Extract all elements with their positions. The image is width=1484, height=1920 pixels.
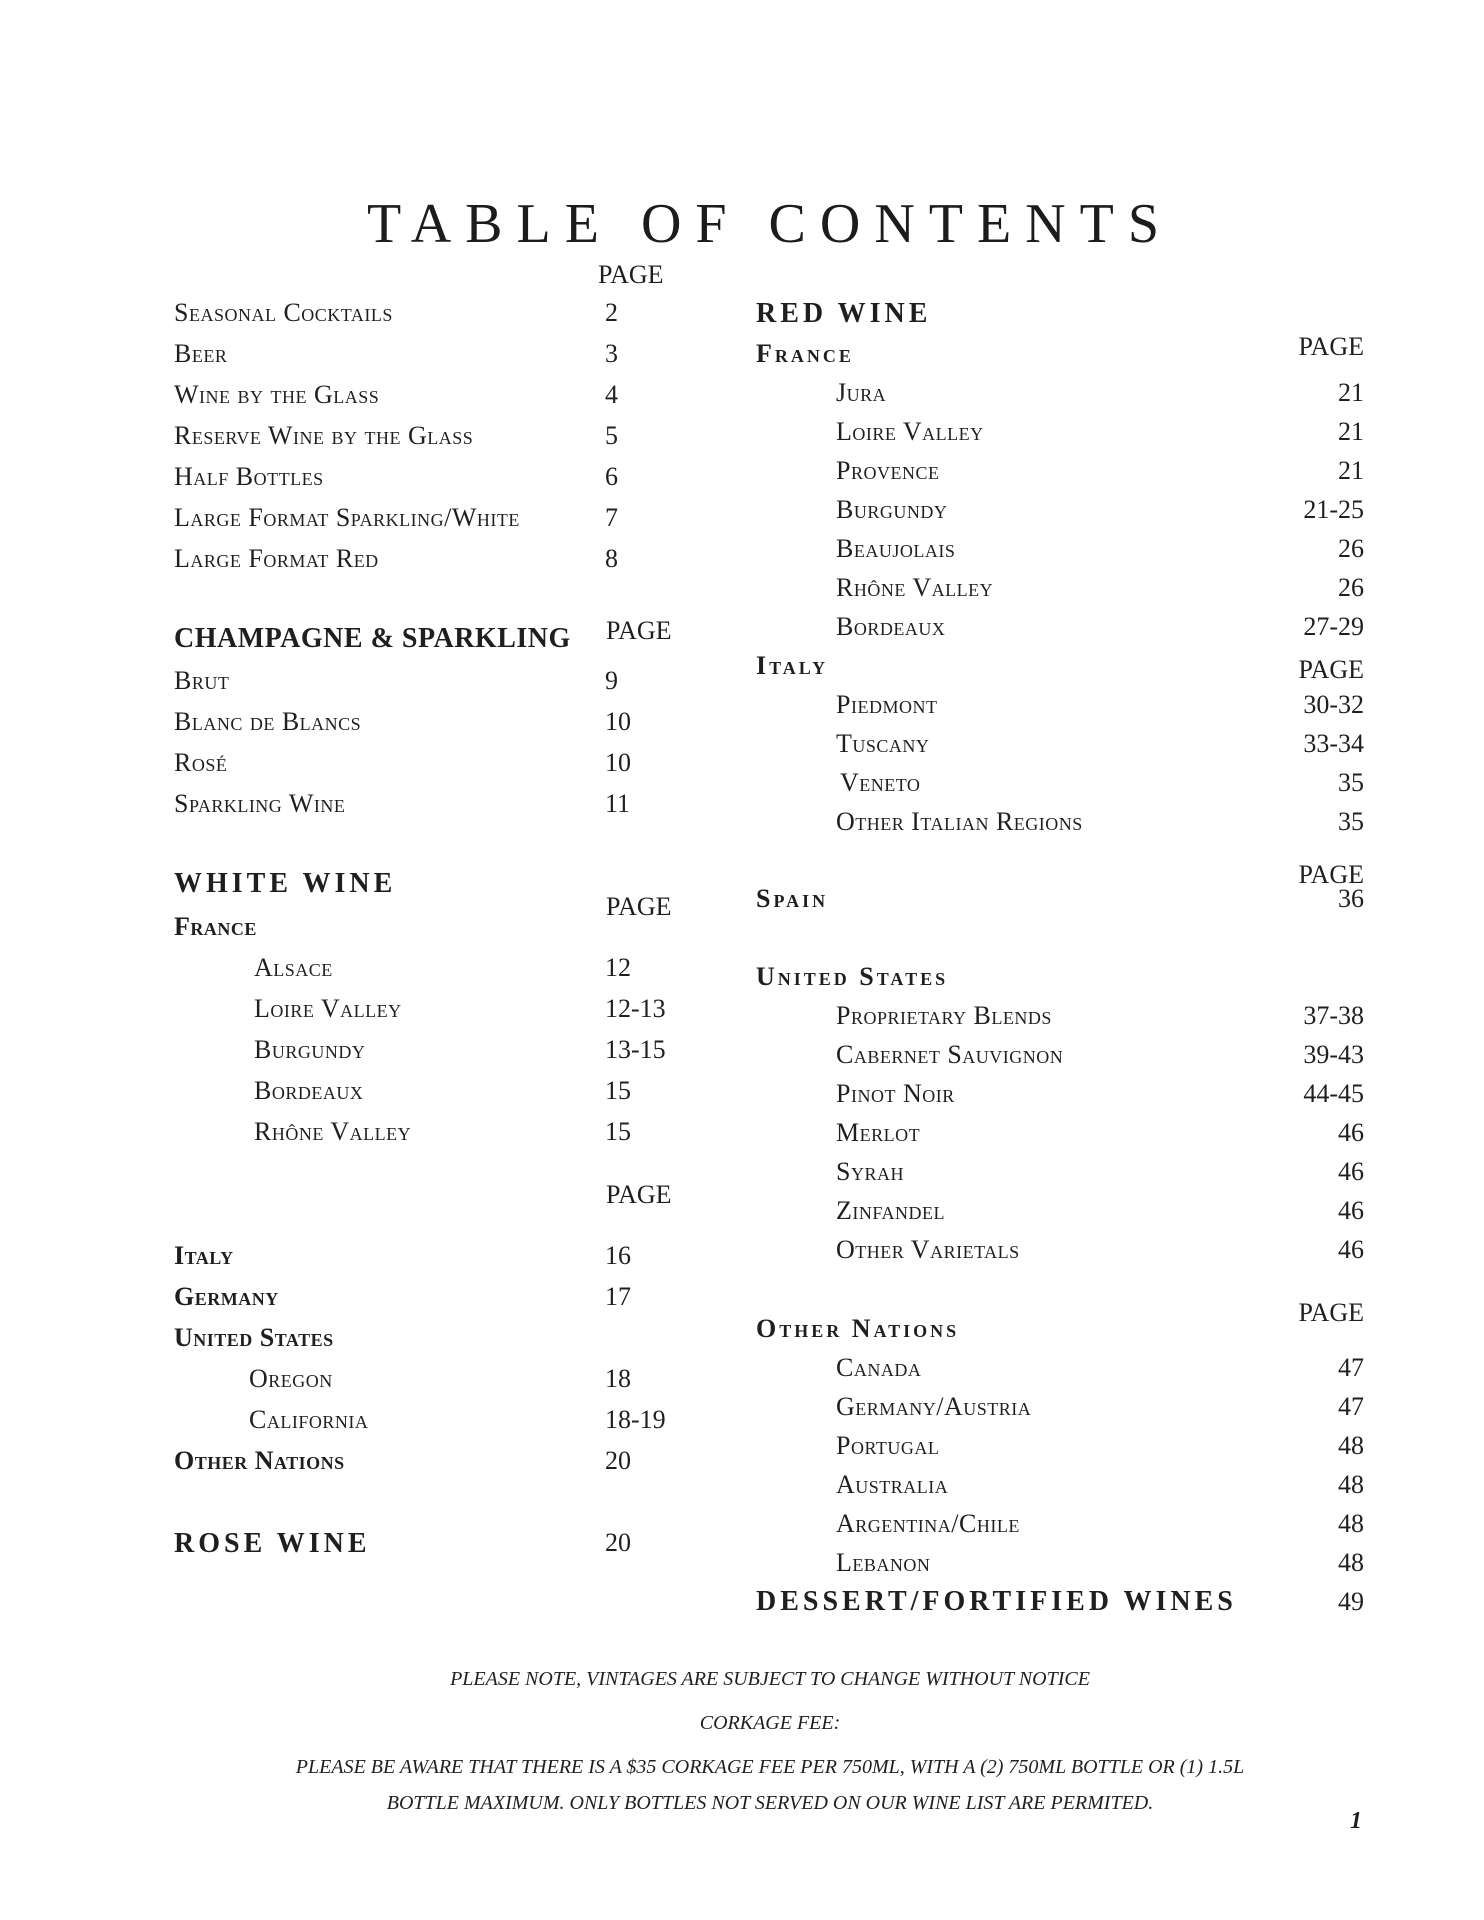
toc-entry-page: 21-25: [1303, 495, 1364, 524]
toc-entry-page: 3: [605, 339, 618, 368]
toc-entry-label: Rosé: [174, 748, 228, 777]
toc-entry-page: 15: [605, 1076, 631, 1105]
toc-entry-label: Alsace: [254, 953, 333, 982]
toc-entry-label: Argentina/Chile: [836, 1509, 1020, 1538]
toc-entry-label: Germany/Austria: [836, 1392, 1032, 1421]
toc-entry-page: 8: [605, 544, 618, 573]
toc-entry-page: 10: [605, 748, 631, 777]
toc-entry-label: Sparkling Wine: [174, 789, 346, 818]
toc-entry-label: Veneto: [840, 768, 921, 797]
toc-entry-page: 15: [605, 1117, 631, 1146]
toc-entry-page: 48: [1338, 1431, 1364, 1460]
vintage-note: PLEASE NOTE, VINTAGES ARE SUBJECT TO CHANGE WITHOUT NOTICE: [450, 1668, 1090, 1690]
toc-entry-label: Other Varietals: [836, 1235, 1020, 1264]
region-heading-france: France: [756, 339, 854, 368]
toc-entry-label: Piedmont: [836, 690, 938, 719]
toc-entry-page: 46: [1338, 1235, 1364, 1264]
toc-entry-page: 33-34: [1303, 729, 1364, 758]
toc-entry-label: Syrah: [836, 1157, 904, 1186]
section-heading-rose-wine: ROSE WINE: [174, 1528, 371, 1559]
corkage-text-line-1: PLEASE BE AWARE THAT THERE IS A $35 CORKAGE FEE PER 750ML, WITH A (2) 750ML BOTTLE OR (1) 1.5L: [295, 1756, 1245, 1778]
toc-entry-page: 13-15: [605, 1035, 666, 1064]
toc-entry-label: Tuscany: [836, 729, 930, 758]
page-column-label: PAGE: [1298, 1298, 1364, 1327]
section-heading-red-wine: RED WINE: [756, 298, 932, 329]
toc-entry-page: 7: [605, 503, 618, 532]
region-heading-spain: Spain: [756, 884, 829, 913]
toc-entry-page: 21: [1338, 456, 1364, 485]
toc-entry-page: 18-19: [605, 1405, 666, 1434]
region-heading-germany: Germany: [174, 1282, 279, 1311]
toc-entry-page: 16: [605, 1241, 631, 1270]
toc-entry-page: 30-32: [1303, 690, 1364, 719]
toc-entry-page: 4: [605, 380, 618, 409]
toc-entry-page: 21: [1338, 417, 1364, 446]
toc-entry-label: Bordeaux: [254, 1076, 364, 1105]
toc-entry-label: Australia: [836, 1470, 949, 1499]
region-heading-united-states: United States: [756, 962, 949, 991]
toc-entry-page: 10: [605, 707, 631, 736]
toc-entry-label: Other Italian Regions: [836, 807, 1083, 836]
toc-entry-page: 48: [1338, 1470, 1364, 1499]
region-heading-italy: Italy: [756, 651, 829, 680]
toc-entry-label: Seasonal Cocktails: [174, 298, 393, 327]
toc-entry-label: Jura: [836, 378, 887, 407]
toc-entry-page: 26: [1338, 534, 1364, 563]
toc-entry-label: Reserve Wine by the Glass: [174, 421, 474, 450]
toc-entry-page: 12-13: [605, 994, 666, 1023]
toc-entry-page: 11: [605, 789, 631, 818]
page-column-label: PAGE: [606, 1180, 672, 1209]
page-column-label: PAGE: [1298, 655, 1364, 684]
page-column-label: PAGE: [598, 260, 664, 289]
toc-entry-label: Portugal: [836, 1431, 940, 1460]
toc-entry-label: Rhône Valley: [254, 1117, 412, 1146]
toc-entry-label: California: [249, 1405, 369, 1434]
toc-entry-label: Burgundy: [254, 1035, 366, 1064]
toc-entry-page: 49: [1338, 1587, 1364, 1616]
toc-entry-label: Wine by the Glass: [174, 380, 380, 409]
toc-entry-label: Proprietary Blends: [836, 1001, 1052, 1030]
toc-entry-page: 46: [1338, 1157, 1364, 1186]
toc-entry-page: 20: [605, 1446, 631, 1475]
section-heading-dessert-fortified: DESSERT/FORTIFIED WINES: [756, 1586, 1237, 1617]
toc-entry-page: 9: [605, 666, 618, 695]
section-heading-champagne: CHAMPAGNE & SPARKLING: [174, 623, 571, 654]
toc-entry-label: Pinot Noir: [836, 1079, 955, 1108]
toc-entry-label: Burgundy: [836, 495, 948, 524]
toc-entry-label: Beer: [174, 339, 228, 368]
page-column-label: PAGE: [606, 892, 672, 921]
toc-entry-label: Blanc de Blancs: [174, 707, 362, 736]
toc-entry-label: Zinfandel: [836, 1196, 946, 1225]
toc-entry-label: Provence: [836, 456, 940, 485]
toc-entry-label: Lebanon: [836, 1548, 931, 1577]
toc-entry-page: 27-29: [1303, 612, 1364, 641]
corkage-heading: CORKAGE FEE:: [699, 1712, 841, 1734]
toc-entry-page: 21: [1338, 378, 1364, 407]
toc-entry-page: 36: [1338, 884, 1364, 913]
toc-entry-label: Brut: [174, 666, 230, 695]
region-heading-italy: Italy: [174, 1241, 234, 1270]
toc-entry-page: 37-38: [1303, 1001, 1364, 1030]
toc-entry-page: 26: [1338, 573, 1364, 602]
toc-entry-label: Oregon: [249, 1364, 333, 1393]
corkage-text-line-2: BOTTLE MAXIMUM. ONLY BOTTLES NOT SERVED ON OUR WINE LIST ARE PERMITED.: [386, 1792, 1154, 1814]
toc-entry-page: 17: [605, 1282, 631, 1311]
region-heading-united-states: United States: [174, 1323, 334, 1352]
page-column-label: PAGE: [1298, 332, 1364, 361]
toc-entry-page: 20: [605, 1528, 631, 1557]
toc-entry-label: Beaujolais: [836, 534, 956, 563]
toc-entry-label: Rhône Valley: [836, 573, 994, 602]
page-title: TABLE OF CONTENTS: [367, 193, 1173, 255]
toc-entry-page: 5: [605, 421, 618, 450]
toc-entry-label: Cabernet Sauvignon: [836, 1040, 1064, 1069]
toc-entry-page: 46: [1338, 1196, 1364, 1225]
toc-entry-page: 2: [605, 298, 618, 327]
region-heading-other-nations: Other Nations: [756, 1314, 960, 1343]
toc-entry-page: 35: [1338, 768, 1364, 797]
toc-entry-label: Loire Valley: [254, 994, 402, 1023]
toc-entry-page: 48: [1338, 1509, 1364, 1538]
toc-entry-page: 12: [605, 953, 631, 982]
toc-entry-label: Half Bottles: [174, 462, 324, 491]
toc-entry-page: 47: [1338, 1392, 1364, 1421]
page-column-label: PAGE: [1298, 860, 1364, 889]
toc-entry-page: 18: [605, 1364, 631, 1393]
toc-entry-page: 47: [1338, 1353, 1364, 1382]
toc-entry-label: Merlot: [836, 1118, 921, 1147]
toc-entry-page: 6: [605, 462, 618, 491]
toc-entry-label: Bordeaux: [836, 612, 946, 641]
toc-entry-page: 35: [1338, 807, 1364, 836]
region-heading-other-nations: Other Nations: [174, 1446, 345, 1475]
toc-entry-label: Loire Valley: [836, 417, 984, 446]
toc-entry-page: 46: [1338, 1118, 1364, 1147]
section-heading-white-wine: WHITE WINE: [174, 868, 397, 899]
toc-entry-label: Large Format Sparkling/White: [174, 503, 520, 532]
toc-entry-label: Large Format Red: [174, 544, 379, 573]
toc-entry-page: 39-43: [1303, 1040, 1364, 1069]
toc-entry-page: 48: [1338, 1548, 1364, 1577]
region-heading-france: France: [174, 912, 257, 941]
page-number: 1: [1350, 1808, 1362, 1834]
page-column-label: PAGE: [606, 616, 672, 645]
toc-entry-label: Canada: [836, 1353, 922, 1382]
toc-entry-page: 44-45: [1303, 1079, 1364, 1108]
